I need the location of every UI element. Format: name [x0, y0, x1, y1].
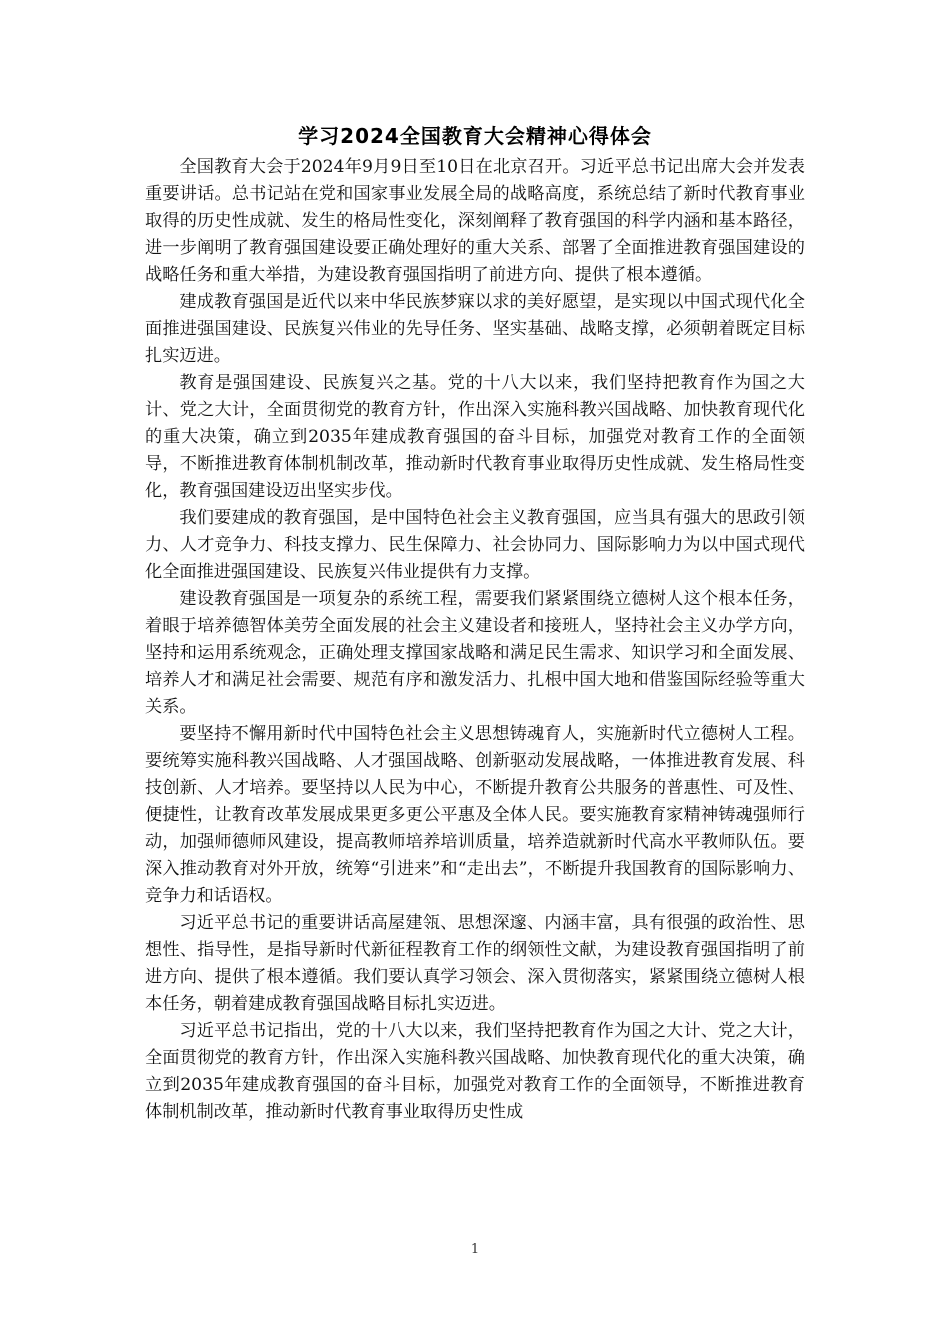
body-paragraph: 建设教育强国是一项复杂的系统工程，需要我们紧紧围绕立德树人这个根本任务，着眼于培养德智体美劳全面发展的社会主义建设者和接班人，坚持社会主义办学方向，坚持和运用系统观念，正确处理支撑国家战略和满足民生需求、知识学习和全面发展、培养人才和满足社会需要、规范有序和激发活力、扎根中国大地和借鉴国际经验等重大关系。: [145, 589, 805, 717]
body-paragraph: 建成教育强国是近代以来中华民族梦寐以求的美好愿望，是实现以中国式现代化全面推进强国建设、民族复兴伟业的先导任务、坚实基础、战略支撑，必须朝着既定目标扎实迈进。: [145, 292, 805, 366]
body-paragraph: 全国教育大会于2024年9月9日至10日在北京召开。习近平总书记出席大会并发表重要讲话。总书记站在党和国家事业发展全局的战略高度，系统总结了新时代教育事业取得的历史性成就、发生的格局性变化，深刻阐释了教育强国的科学内涵和基本路径，进一步阐明了教育强国建设要正确处理好的重大关系、部署了全面推进教育强国建设的战略任务和重大举措，为建设教育强国指明了前进方向、提供了根本遵循。: [145, 157, 805, 285]
page-number: 1: [470, 1242, 480, 1257]
document-body: [145, 154, 805, 1126]
body-paragraph: 教育是强国建设、民族复兴之基。党的十八大以来，我们坚持把教育作为国之大计、党之大计，全面贯彻党的教育方针，作出深入实施科教兴国战略、加快教育现代化的重大决策，确立到2035年建成教育强国的奋斗目标，加强党对教育工作的全面领导，不断推进教育体制机制改革，推动新时代教育事业取得历史性成就、发生格局性变化，教育强国建设迈出坚实步伐。: [145, 373, 805, 501]
body-paragraph: 要坚持不懈用新时代中国特色社会主义思想铸魂育人，实施新时代立德树人工程。要统筹实施科教兴国战略、人才强国战略、创新驱动发展战略，一体推进教育发展、科技创新、人才培养。要坚持以人民为中心，不断提升教育公共服务的普惠性、可及性、便捷性，让教育改革发展成果更多更公平惠及全体人民。要实施教育家精神铸魂强师行动，加强师德师风建设，提高教师培养培训质量，培养造就新时代高水平教师队伍。要深入推动教育对外开放，统筹“引进来”和“走出去”，不断提升我国教育的国际影响力、竞争力和话语权。: [145, 724, 805, 906]
body-paragraph: 我们要建成的教育强国，是中国特色社会主义教育强国，应当具有强大的思政引领力、人才竞争力、科技支撑力、民生保障力、社会协同力、国际影响力为以中国式现代化全面推进强国建设、民族复兴伟业提供有力支撑。: [145, 508, 805, 582]
document-title: 学习2024全国教育大会精神心得体会: [298, 124, 652, 148]
body-paragraph: 习近平总书记的重要讲话高屋建瓴、思想深邃、内涵丰富，具有很强的政治性、思想性、指导性，是指导新时代新征程教育工作的纲领性文献，为建设教育强国指明了前进方向、提供了根本遵循。我们要认真学习领会、深入贯彻落实，紧紧围绕立德树人根本任务，朝着建成教育强国战略目标扎实迈进。: [145, 913, 805, 1014]
body-paragraph: 习近平总书记指出，党的十八大以来，我们坚持把教育作为国之大计、党之大计，全面贯彻党的教育方针，作出深入实施科教兴国战略、加快教育现代化的重大决策，确立到2035年建成教育强国的奋斗目标，加强党对教育工作的全面领导，不断推进教育体制机制改革，推动新时代教育事业取得历史性成: [145, 1021, 805, 1122]
